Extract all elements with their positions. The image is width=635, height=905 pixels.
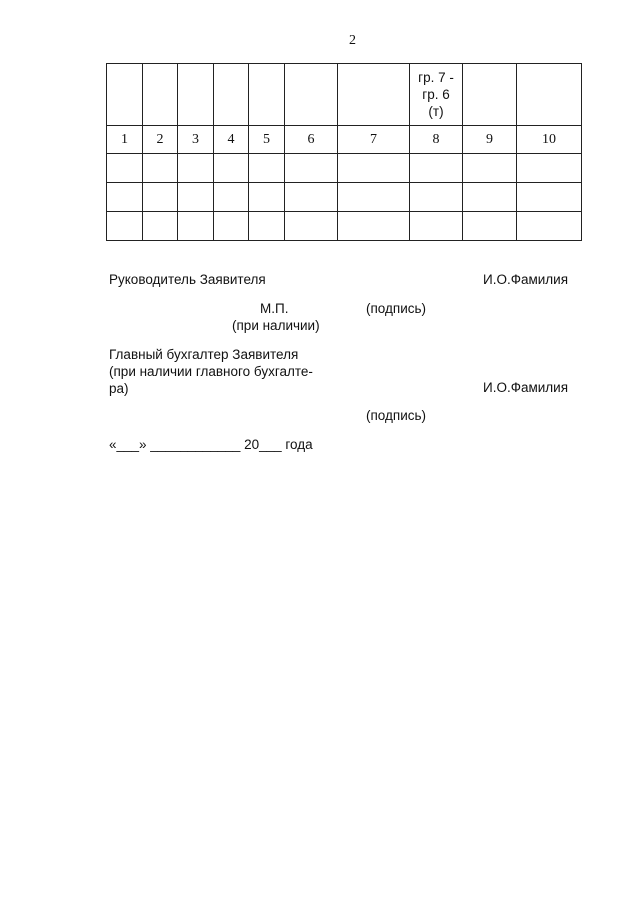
header-cell <box>214 64 249 126</box>
column-number: 5 <box>249 126 285 154</box>
table-cell <box>178 154 214 183</box>
date-line: «___» ____________ 20___ года <box>109 437 313 452</box>
column-number: 9 <box>463 126 517 154</box>
table-cell <box>410 183 463 212</box>
column-number: 7 <box>338 126 410 154</box>
formula-line: (т) <box>428 104 444 119</box>
accountant-title: Главный бухгалтер Заявителя <box>109 347 299 362</box>
table-cell <box>107 212 143 241</box>
column-number: 10 <box>517 126 582 154</box>
column-number: 8 <box>410 126 463 154</box>
column-number: 1 <box>107 126 143 154</box>
column-number: 4 <box>214 126 249 154</box>
table-cell <box>338 154 410 183</box>
table-cell <box>285 154 338 183</box>
data-table <box>106 63 582 241</box>
table-cell <box>249 154 285 183</box>
table-cell <box>517 183 582 212</box>
column-number: 3 <box>178 126 214 154</box>
header-cell <box>249 64 285 126</box>
table-cell <box>143 183 178 212</box>
head-title: Руководитель Заявителя <box>109 272 266 287</box>
header-cell <box>143 64 178 126</box>
column-number-row <box>107 126 582 154</box>
table-cell <box>463 183 517 212</box>
table-cell <box>463 154 517 183</box>
table-cell <box>214 154 249 183</box>
page-number: 2 <box>349 33 356 48</box>
table-cell <box>517 212 582 241</box>
formula-text <box>410 69 462 120</box>
header-cell-formula <box>410 64 463 126</box>
header-cell <box>285 64 338 126</box>
header-cell <box>463 64 517 126</box>
table-cell <box>107 183 143 212</box>
table-row <box>107 183 582 212</box>
table-cell <box>107 154 143 183</box>
accountant-note: (при наличии главного бухгалте- <box>109 364 313 379</box>
accountant-name: И.О.Фамилия <box>483 380 569 395</box>
table-header-row <box>107 64 582 126</box>
signature-label: (подпись) <box>366 408 427 423</box>
table-cell <box>214 183 249 212</box>
table-cell <box>285 183 338 212</box>
table-cell <box>338 183 410 212</box>
table-cell <box>463 212 517 241</box>
table-cell <box>178 183 214 212</box>
column-number: 6 <box>285 126 338 154</box>
table-cell <box>143 154 178 183</box>
formula-line: гр. 6 <box>422 87 450 102</box>
table-row <box>107 154 582 183</box>
column-number: 2 <box>143 126 178 154</box>
formula-line: гр. 7 - <box>418 70 454 85</box>
table-cell <box>338 212 410 241</box>
table-cell <box>285 212 338 241</box>
header-cell <box>178 64 214 126</box>
head-name: И.О.Фамилия <box>483 272 569 287</box>
header-cell <box>107 64 143 126</box>
stamp-label: М.П. <box>260 301 289 316</box>
table-row <box>107 212 582 241</box>
stamp-note: (при наличии) <box>232 318 320 333</box>
signature-label: (подпись) <box>366 301 427 316</box>
accountant-note-end: ра) <box>109 381 129 396</box>
table-cell <box>249 212 285 241</box>
table-cell <box>410 154 463 183</box>
table-cell <box>249 183 285 212</box>
table-cell <box>410 212 463 241</box>
table-cell <box>143 212 178 241</box>
header-cell <box>338 64 410 126</box>
table-cell <box>178 212 214 241</box>
table-cell <box>214 212 249 241</box>
header-cell <box>517 64 582 126</box>
table-cell <box>517 154 582 183</box>
